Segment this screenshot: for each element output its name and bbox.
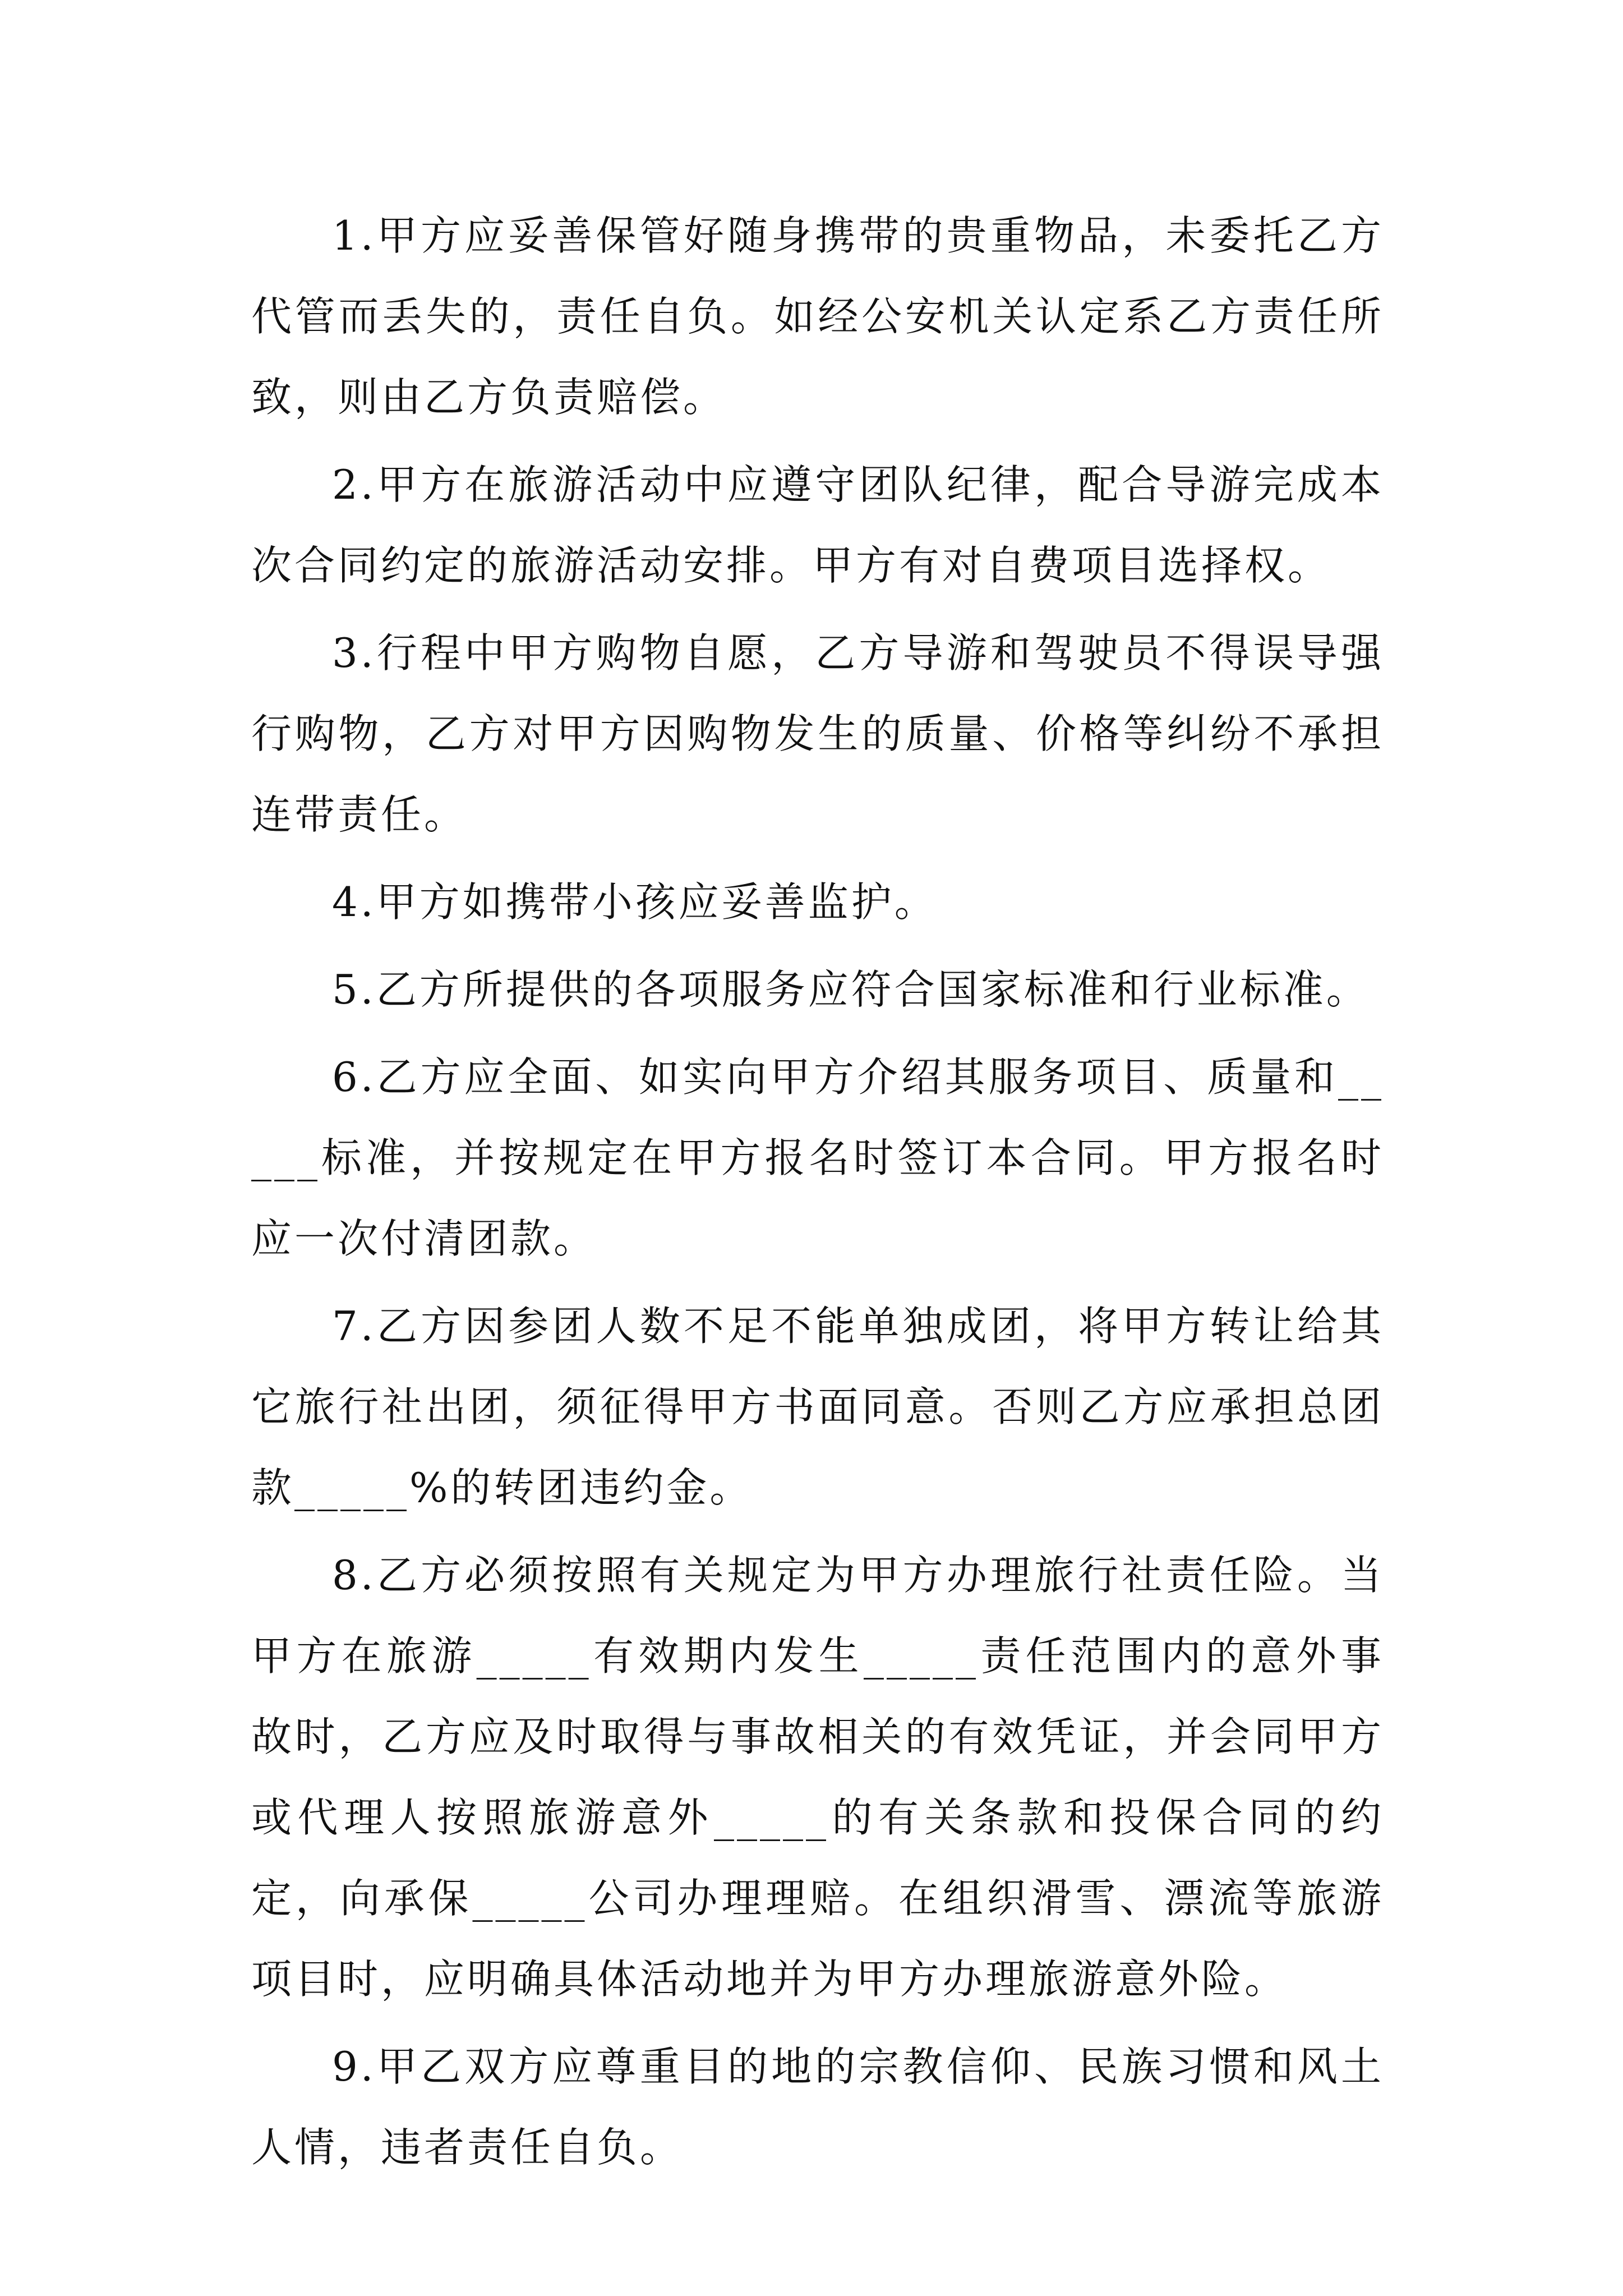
contract-clauses (251, 195, 1384, 2194)
clause-5: 5.乙方所提供的各项服务应符合国家标准和行业标准。 (332, 966, 1370, 1013)
clause-2: 2.甲方在旅游活动中应遵守团队纪律，配合导游完成本次合同约定的旅游活动安排。甲方有对自费项目选择权。 (251, 461, 1384, 589)
clause-4: 4.甲方如携带小孩应妥善监护。 (332, 878, 938, 926)
clause-8: 8.乙方必须按照有关规定为甲方办理旅行社责任险。当甲方在旅游_____有效期内发生_____责任范围内的意外事故时，乙方应及时取得与事故相关的有效凭证，并会同甲方或代理人按照旅游意外_____的有关条款和投保合同的约定，向承保_____公司办理理赔。在组织滑雪、漂流等旅游项目时，应明确具体活动地并为甲方办理旅游意外险。 (251, 1552, 1384, 2003)
clause-9: 9.甲乙双方应尊重目的地的宗教信仰、民族习惯和风土人情，违者责任自负。 (251, 2043, 1384, 2171)
clause-7: 7.乙方因参团人数不足不能单独成团，将甲方转让给其它旅行社出团，须征得甲方书面同意。否则乙方应承担总团款_____%的转团违约金。 (251, 1303, 1384, 1511)
clause-6: 6.乙方应全面、如实向甲方介绍其服务项目、质量和_____标准，并按规定在甲方报名时签订本合同。甲方报名时应一次付清团款。 (251, 1053, 1384, 1262)
clause-1: 1.甲方应妥善保管好随身携带的贵重物品，未委托乙方代管而丢失的，责任自负。如经公安机关认定系乙方责任所致，则由乙方负责赔偿。 (251, 212, 1384, 421)
clause-3: 3.行程中甲方购物自愿，乙方导游和驾驶员不得误导强行购物，乙方对甲方因购物发生的质量、价格等纠纷不承担连带责任。 (251, 629, 1384, 838)
